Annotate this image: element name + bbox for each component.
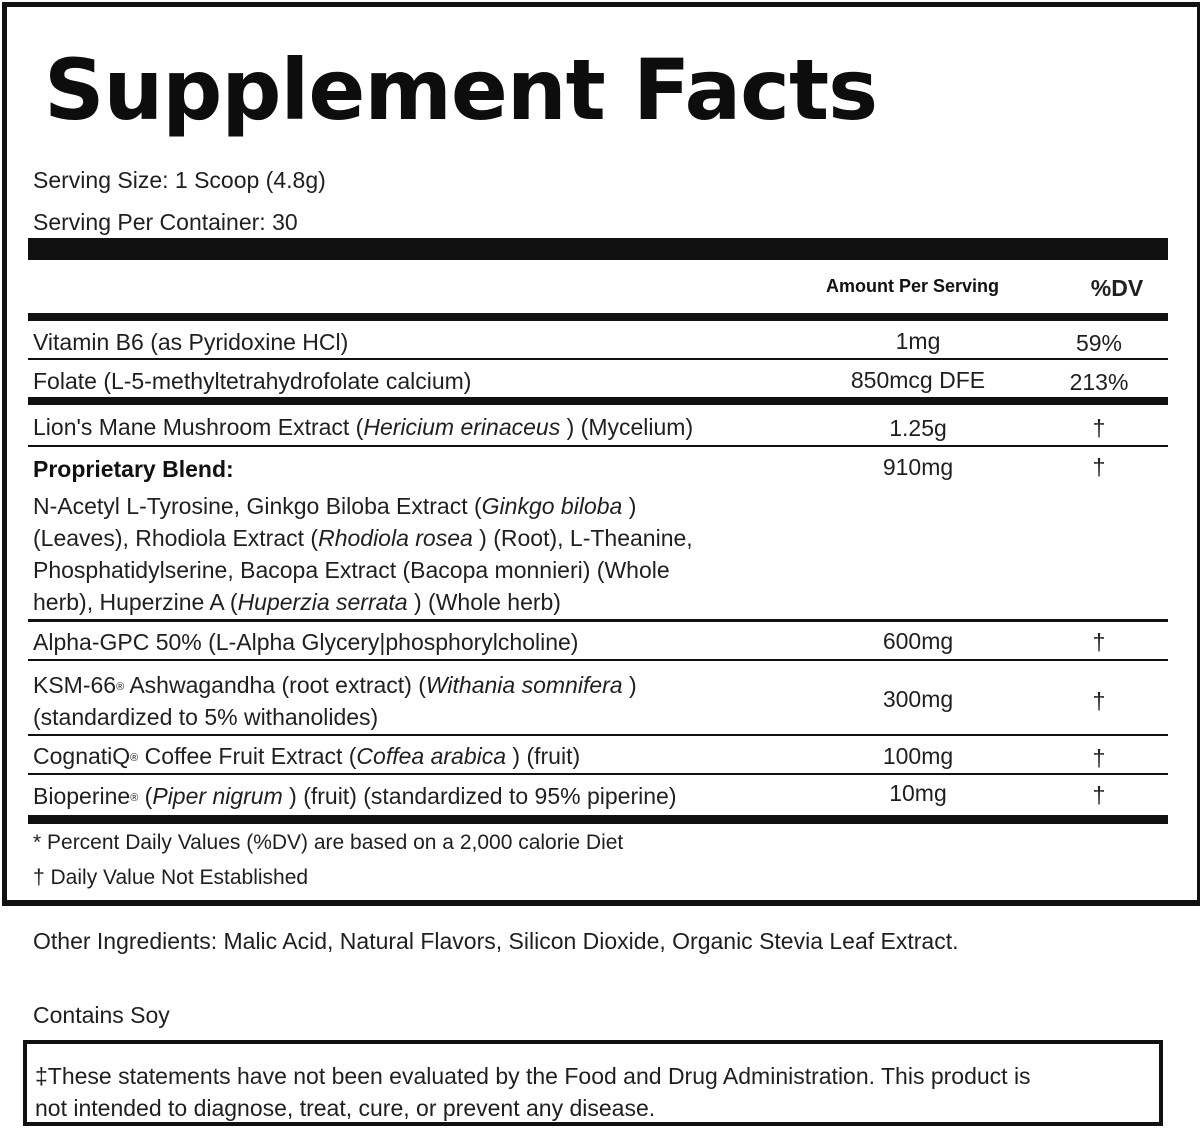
row-dv: † — [1092, 688, 1106, 714]
row-name: CognatiQ® Coffee Fruit Extract (Coffea arabica ) (fruit) — [33, 743, 581, 769]
row-name: Vitamin B6 (as Pyridoxine HCl) — [33, 329, 349, 355]
proprietary-blend-ingredients: N-Acetyl L-Tyrosine, Ginkgo Biloba Extract (Ginkgo biloba ) (Leaves), Rhodiola Extract (Rhodiola rosea ) (Root), L-Theanine, Phosphatidylserine, Bacopa Extract (Bacopa monnieri) (Whole herb), Huperzine A (Huperzia serrata ) (Whole herb) — [33, 493, 693, 615]
amount-header: Amount Per Serving — [826, 276, 1000, 296]
row-divider — [28, 619, 1168, 622]
row-dv: † — [1092, 454, 1106, 480]
row-divider — [28, 659, 1168, 661]
row-amount: 10mg — [889, 780, 947, 806]
section-divider — [28, 397, 1168, 405]
footnote-dv: * Percent Daily Values (%DV) are based on a 2,000 calorie Diet — [33, 831, 624, 854]
row-name: Alpha-GPC 50% (L-Alpha Glycery|phosphorylcholine) — [33, 629, 579, 655]
row-divider — [28, 773, 1168, 775]
footnote-dagger: † Daily Value Not Established — [33, 866, 309, 889]
row-amount: 910mg — [882, 454, 954, 480]
row-amount: 100mg — [882, 743, 954, 769]
row-divider — [28, 445, 1168, 447]
proprietary-blend-label: Proprietary Blend: — [33, 456, 234, 482]
serving-size: Serving Size: 1 Scoop (4.8g) — [33, 167, 326, 193]
row-dv: 59% — [1075, 330, 1123, 356]
bottom-divider — [28, 815, 1168, 824]
allergen-statement: Contains Soy — [33, 1002, 170, 1028]
header-divider — [28, 313, 1168, 321]
row-dv: † — [1092, 629, 1106, 655]
row-amount: 850mcg DFE — [850, 367, 986, 393]
row-amount: 1mg — [895, 328, 941, 354]
row-dv: † — [1092, 415, 1106, 441]
row-name: Lion's Mane Mushroom Extract (Hericium erinaceus ) (Mycelium) — [33, 414, 694, 440]
fda-disclaimer: ‡These statements have not been evaluated by the Food and Drug Administration. This product is not intended to diagnose, treat, cure, or prevent any disease. — [23, 1040, 1163, 1126]
row-amount: 600mg — [882, 628, 954, 654]
row-divider — [28, 734, 1168, 736]
row-name: KSM-66® Ashwagandha (root extract) (Withania somnifera ) (standardized to 5% withanolides) — [33, 672, 637, 730]
dv-header: %DV — [1090, 275, 1144, 301]
row-dv: † — [1092, 745, 1106, 771]
row-name: Folate (L-5-methyltetrahydrofolate calcium) — [33, 368, 472, 394]
row-amount: 300mg — [882, 686, 954, 712]
row-divider — [28, 358, 1168, 360]
row-dv: 213% — [1069, 369, 1129, 395]
row-name: Bioperine® (Piper nigrum ) (fruit) (standardized to 95% piperine) — [33, 783, 677, 809]
row-dv: † — [1092, 782, 1106, 808]
other-ingredients: Other Ingredients: Malic Acid, Natural Flavors, Silicon Dioxide, Organic Stevia Leaf Extract. — [33, 928, 959, 954]
thick-divider — [28, 238, 1168, 260]
panel-title: Supplement Facts — [44, 41, 878, 139]
row-amount: 1.25g — [889, 415, 947, 441]
servings-per-container: Serving Per Container: 30 — [33, 209, 298, 235]
